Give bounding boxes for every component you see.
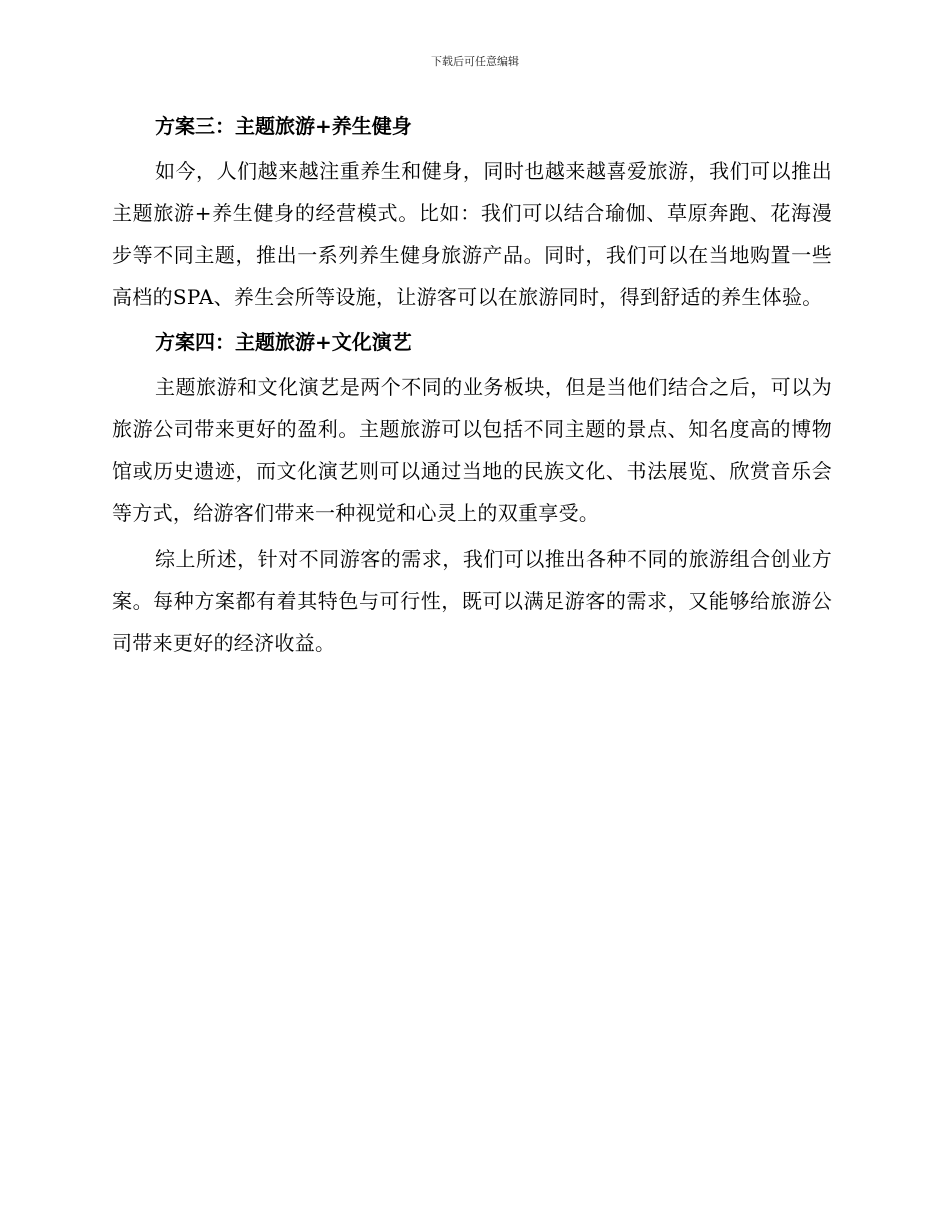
section-paragraph-plan-four: 主题旅游和文化演艺是两个不同的业务板块，但是当他们结合之后，可以为旅游公司带来更好的盈利。主题旅游可以包括不同主题的景点、知名度高的博物馆或历史遗迹，而文化演艺则可以通过当地的民族文化、书法展览、欣赏音乐会等方式，给游客们带来一种视觉和心灵上的双重享受。	[112, 375, 832, 525]
document-body	[112, 106, 832, 666]
section-paragraph-plan-three: 如今，人们越来越注重养生和健身，同时也越来越喜爱旅游，我们可以推出主题旅游+养生健身的经营模式。比如：我们可以结合瑜伽、草原奔跑、花海漫步等不同主题，推出一系列养生健身旅游产品。同时，我们可以在当地购置一些高档的SPA、养生会所等设施，让游客可以在旅游同时，得到舒适的养生体验。	[112, 159, 832, 309]
conclusion-paragraph: 综上所述，针对不同游客的需求，我们可以推出各种不同的旅游组合创业方案。每种方案都有着其特色与可行性，既可以满足游客的需求，又能够给旅游公司带来更好的经济收益。	[112, 547, 832, 655]
section-heading-plan-four: 方案四：主题旅游+文化演艺	[155, 330, 412, 354]
section-heading-plan-three: 方案三：主题旅游+养生健身	[155, 114, 412, 138]
header-note: 下载后可任意编辑	[431, 55, 519, 68]
